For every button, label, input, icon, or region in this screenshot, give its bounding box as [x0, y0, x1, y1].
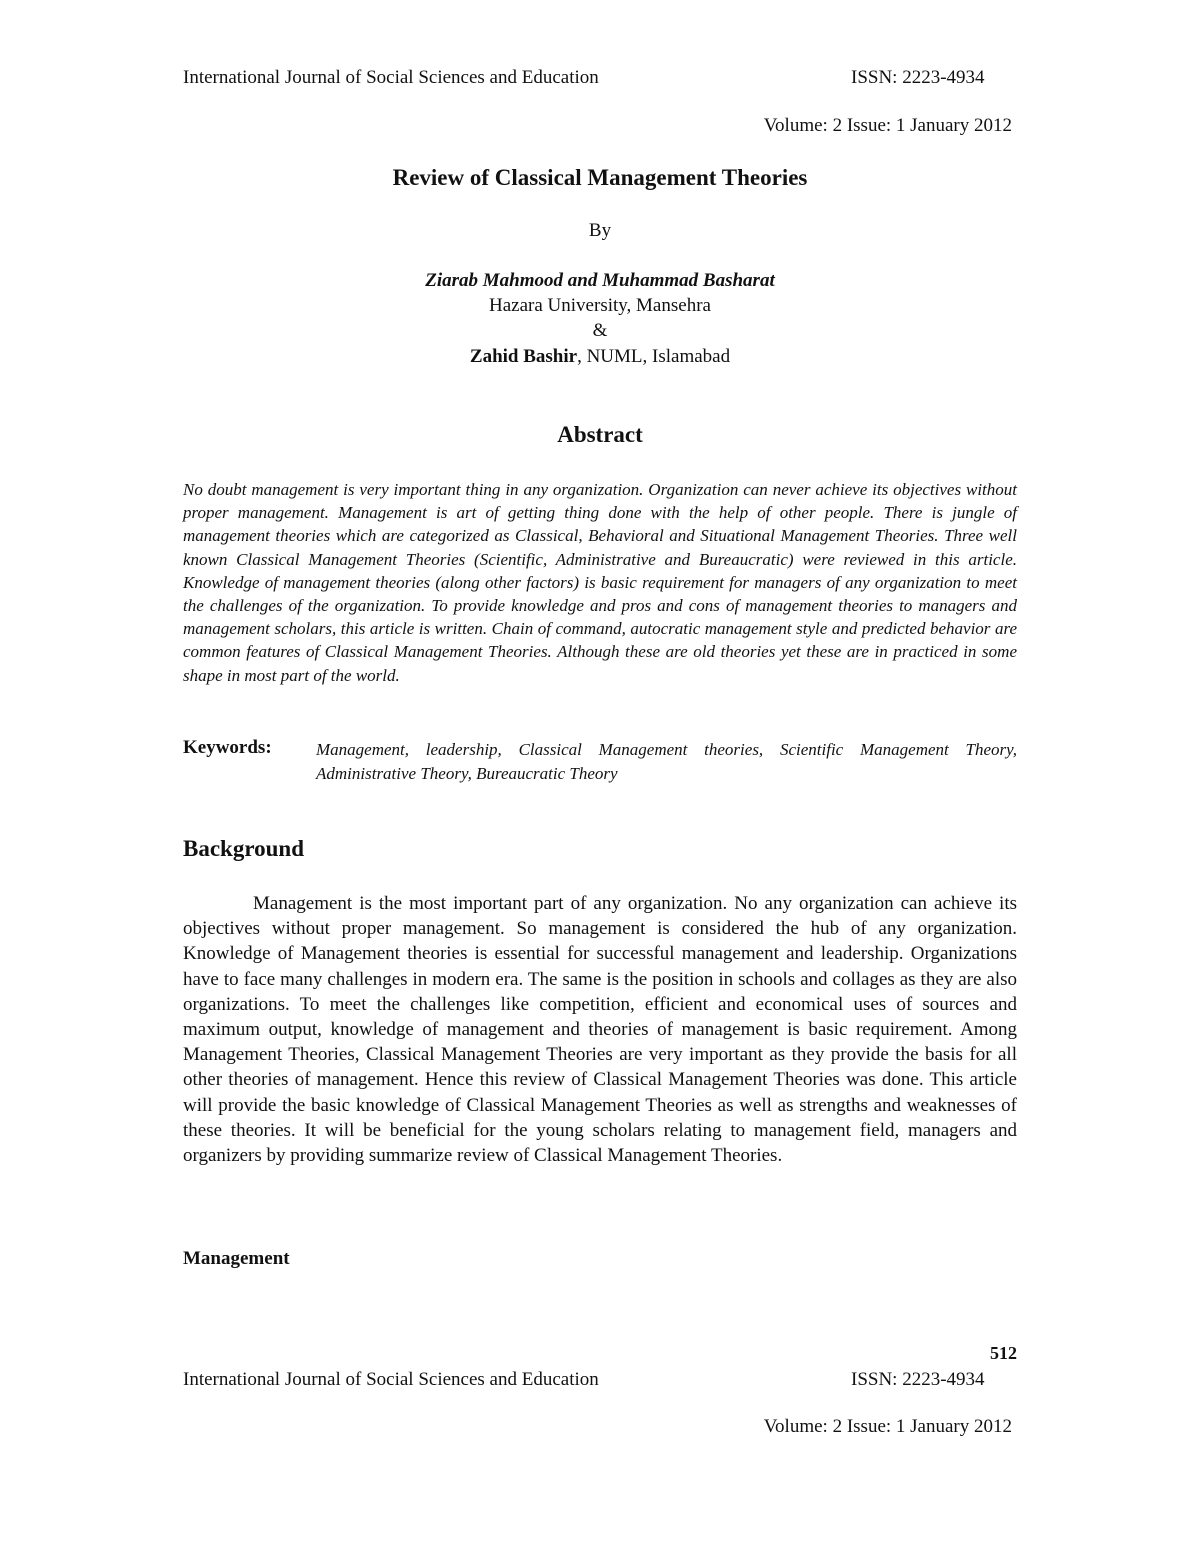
affiliation-numl [0, 346, 1200, 368]
by-line: By [588, 220, 612, 241]
keywords-label: Keywords: [183, 737, 272, 758]
authors: Ziarab Mahmood and Muhammad Basharat [425, 270, 775, 291]
affiliation-hazara: Hazara University, Mansehra [489, 295, 711, 316]
affiliation-numl-text: , NUML, Islamabad [577, 346, 731, 367]
background-heading: Background [183, 836, 305, 861]
keywords-text: Management, leadership, Classical Management theories, Scientific Management Theory, Administrative Theory, Bureaucratic Theory [316, 740, 1017, 783]
header-issn: ISSN: 2223-4934 [851, 67, 985, 88]
article-title: Review of Classical Management Theories [392, 165, 808, 190]
abstract-heading: Abstract [557, 422, 643, 447]
ampersand: & [592, 320, 608, 341]
author-zahid-bashir: Zahid Bashir [469, 346, 578, 367]
background-paragraph: Management is the most important part of any organization. No any organization can achieve its objectives without proper management. So management is considered the hub of any organization. Knowledge of Management theories is essential for successful management and leadership. Organizations have to face many challenges in modern era. The same is the position in schools and collages as they are also organizations. To meet the challenges like competition, efficient and economical uses of sources and maximum output, knowledge of management and theories of management is basic requirement. Among Management Theories, Classical Management Theories are very important as they provide the basis for all other theories of management. Hence this review of Classical Management Theories was done. This article will provide the basic knowledge of Classical Management Theories as well as strengths and weaknesses of these theories. It will be beneficial for the young scholars relating to management field, managers and organizers by providing summarize review of Classical Management Theories. [183, 893, 1017, 1167]
page-number: 512 [990, 1343, 1017, 1363]
management-heading: Management [183, 1248, 290, 1269]
header-volume: Volume: 2 Issue: 1 January 2012 [763, 115, 1012, 136]
abstract-text: No doubt management is very important thing in any organization. Organization can never achieve its objectives without proper management. Management is art of getting thing done with the help of other people. There is jungle of management theories which are categorized as Classical, Behavioral and Situational Management Theories. Three well known Classical Management Theories (Scientific, Administrative and Bureaucratic) were reviewed in this article. Knowledge of management theories (along other factors) is basic requirement for managers of any organization to meet the challenges of the organization. To provide knowledge and pros and cons of management theories to managers and management scholars, this article is written. Chain of command, autocratic management style and predicted behavior are common features of Classical Management Theories. Although these are old theories yet these are in practiced in some shape in most part of the world. [183, 480, 1017, 685]
footer-volume: Volume: 2 Issue: 1 January 2012 [763, 1416, 1012, 1437]
header-journal-name: International Journal of Social Sciences and Education [183, 67, 599, 88]
footer-journal-name: International Journal of Social Sciences and Education [183, 1369, 599, 1390]
footer-issn: ISSN: 2223-4934 [851, 1369, 985, 1390]
